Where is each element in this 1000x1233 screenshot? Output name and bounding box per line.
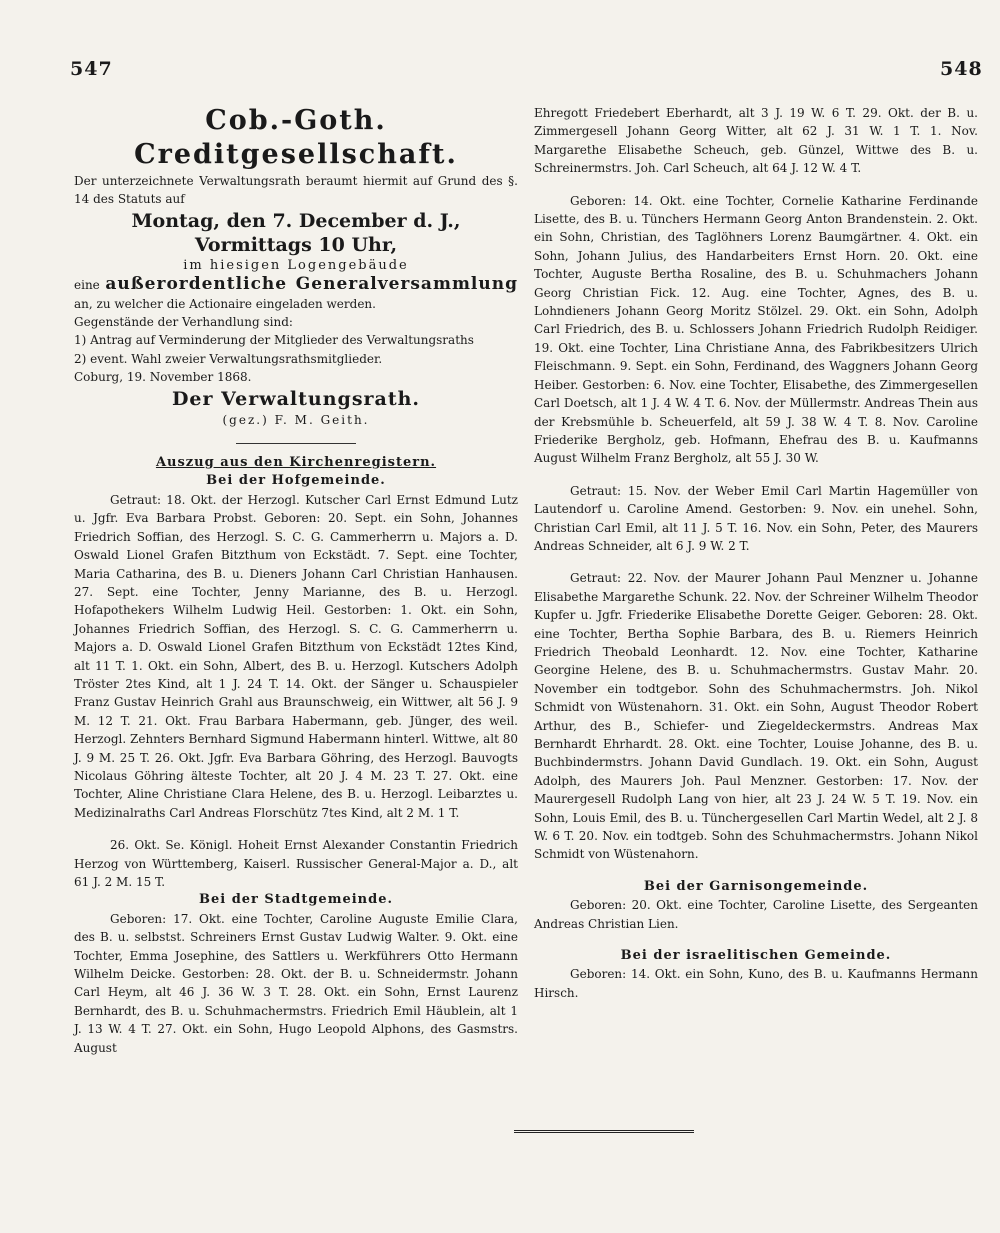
israel-title: Bei der israelitischen Gemeinde. [620,948,892,964]
ad-intro: Der unterzeichnete Verwaltungsrath beraumt hiermit auf Grund des §. 14 des Statuts auf [74,174,518,207]
spacer [534,864,978,878]
end-rule [514,1130,694,1133]
spacer [534,468,978,482]
spacer [534,933,978,947]
right-column [534,104,978,1002]
ad-signed: (gez.) F. M. Geith. [222,412,370,427]
spacer [534,555,978,569]
spacer [534,178,978,192]
advertisement [74,104,518,429]
ad-item-1: 1) Antrag auf Verminderung der Mitglieder des Verwaltungsraths [74,333,474,348]
ad-place-date: Coburg, 19. November 1868. [74,370,252,385]
left-column [74,104,518,1057]
spacer [74,822,518,836]
stadt-text-right-4: Getraut: 22. Nov. der Maurer Johann Paul Menzner u. Johanne Elisabethe Margarethe Schunk. 22. Nov. der Schreiner Wilhelm Theodor Kupfer u. Jgfr. Friederike Elisabethe Dorette Geiger. Geboren: 28. Okt. eine Tochter, Bertha Sophie Barbara, des B. u. Riemers Heinrich Friedrich Theobald Leonhardt. 12. Nov. eine Tochter, Katharine Georgine Helene, des B. u. Schuhmachermstrs. Gustav Mahr. 20. November ein todtgebor. Sohn des Schuhmachermstrs. Joh. Nikol Schmidt von Wüstenahorn. 31. Okt. ein Sohn, August Theodor Robert Arthur, des B., Schiefer- und Ziegeldeckermstrs. Andreas Max Bernhardt Ehrhardt. 28. Okt. eine Tochter, Louise Johanne, des B. u. Buchbindermstrs. Johann David Gundlach. 19. Okt. ein Sohn, August Adolph, des Maurers Joh. Paul Menzner. Gestorben: 17. Nov. der Maurergesell Rudolph Lang von hier, alt 23 J. 24 W. 5 T. 19. Nov. ein Sohn, Louis Emil, des B. u. Tünchergesellen Carl Martin Wedel, alt 2 J. 8 W. 6 T. 20. Nov. ein todtgeb. Sohn des Schuhmachermstrs. Johann Nikol Schmidt von Wüstenahorn. [534,571,978,862]
hof-text-2: 26. Okt. Se. Königl. Hoheit Ernst Alexander Constantin Friedrich Herzog von Württemberg, Kaiserl. Russischer General-Major a. D., alt 61 J. 2 M. 15 T. [74,838,518,889]
ad-meeting-pre: eine [74,278,100,293]
stadt-text-right-2: Geboren: 14. Okt. eine Tochter, Cornelie Katharine Ferdinande Lisette, des B. u. Tünchers Hermann Georg Anton Brandenstein. 2. Okt. ein Sohn, Christian, des Taglöhners Lorenz Baumgärtner. 4. Okt. ein Sohn, Johann Julius, des Handarbeiters Ernst Horn. 20. Okt. eine Tochter, Auguste Bertha Rosaline, des B. u. Schuhmachers Johann Georg Christian Fick. 12. Aug. eine Tochter, Agnes, des B. u. Lohndieners Johann Georg Moritz Stölzel. 29. Okt. ein Sohn, Adolph Carl Friedrich, des B. u. Schlossers Johann Friedrich Rudolph Reidiger. 19. Okt. eine Tochter, Lina Christiane Anna, des Fabrikbesitzers Ulrich Fleischmann. 9. Sept. ein Sohn, Ferdinand, des Waggners Johann Georg Heiber. Gestorben: 6. Nov. eine Tochter, Elisabethe, des Zimmergesellen Carl Doetsch, alt 1 J. 4 W. 4 T. 6. Nov. der Müllermstr. Andreas Thein aus der Krebsmühle b. Scheuerfeld, alt 59 J. 38 W. 4 T. 8. Nov. Caroline Friederike Bergholz, geb. Hofmann, Ehefrau des B. u. Kaufmanns August Wilhelm Franz Bergholz, alt 55 J. 30 W. [534,193,978,466]
hof-text: Getraut: 18. Okt. der Herzogl. Kutscher Carl Ernst Edmund Lutz u. Jgfr. Eva Barbara Probst. Geboren: 20. Sept. ein Sohn, Johannes Friedrich Soffian, des Herzogl. S. C. G. Cammerherrn u. Majors a. D. Oswald Lionel Grafen Bitzthum von Eckstädt. 7. Sept. eine Tochter, Maria Catharina, des B. u. Dieners Johann Carl Christian Hanhausen. 27. Sept. eine Tochter, Jenny Marianne, des B. u. Herzogl. Hofapothekers Wilhelm Ludwig Heil. Gestorben: 1. Okt. ein Sohn, Johannes Friedrich Soffian, des Herzogl. S. C. G. Cammerherrn u. Majors a. D. Oswald Lionel Grafen Bitzthum von Eckstädt 12tes Kind, alt 11 T. 1. Okt. ein Sohn, Albert, des B. u. Herzogl. Kutschers Adolph Tröster 2tes Kind, alt 1 J. 24 T. 14. Okt. der Sänger u. Schauspieler Franz Gustav Heinrich Grahl aus Braunschweig, ein Wittwer, alt 56 J. 9 M. 12 T. 21. Okt. Frau Barbara Habermann, geb. Jünger, des weil. Herzogl. Zehnters Bernhard Sigmund Habermann hinterl. Wittwe, alt 80 J. 9 M. 25 T. 26. Okt. Jgfr. Eva Barbara Göhring, des Herzogl. Bauvogts Nicolaus Göhring älteste Tochter, alt 20 J. 4 M. 23 T. 27. Okt. eine Tochter, Aline Christiane Clara Helene, des B. u. Herzogl. Leibarztes u. Medizinalraths Carl Andreas Florschütz 7tes Kind, alt 2 M. 1 T. [74,492,518,820]
stadt-text-right-3: Getraut: 15. Nov. der Weber Emil Carl Martin Hagemüller von Lautendorf u. Caroline Amend. Gestorben: 9. Nov. ein unehel. Sohn, Christian Carl Emil, alt 11 J. 5 T. 16. Nov. ein Sohn, Peter, des Maurers Andreas Schneider, alt 6 J. 9 W. 2 T. [534,483,978,553]
garnison-text: Geboren: 20. Okt. eine Tochter, Caroline Lisette, des Sergeanten Andreas Christian Lien. [534,898,978,931]
section-divider [236,443,356,444]
ad-meeting [74,275,518,313]
stadt-text-left: Geboren: 17. Okt. eine Tochter, Caroline Auguste Emilie Clara, des B. u. selbstst. Schreiners Ernst Gustav Ludwig Walter. 9. Okt. eine Tochter, Emma Josephine, des Sattlers u. Werkführers Otto Hermann Wilhelm Deicke. Gestorben: 28. Okt. der B. u. Schneidermstr. Johann Carl Heym, alt 46 J. 36 W. 3 T. 28. Okt. ein Sohn, Ernst Laurenz Bernhardt, des B. u. Schuhmachermstrs. Friedrich Emil Häublein, alt 1 J. 13 W. 4 T. 27. Okt. ein Sohn, Hugo Leopold Alphons, des Gasmstrs. August [74,911,518,1055]
ad-title: Cob.-Goth. Creditgesellschaft. [134,105,458,170]
garnison-title: Bei der Garnisongemeinde. [643,878,869,894]
ad-time-line: Vormittags 10 Uhr, [194,233,398,256]
ad-item-2: 2) event. Wahl zweier Verwaltungsrathsmitglieder. [74,351,383,366]
ad-meeting-name: außerordentliche Generalversammlung [105,274,518,295]
ad-meeting-post: an, zu welcher die Actionaire eingeladen werden. [74,296,376,311]
page-number-left: 547 [70,58,113,80]
ad-subjects-intro: Gegenstände der Verhandlung sind: [74,315,293,330]
hof-title: Bei der Hofgemeinde. [206,473,386,489]
stadt-text-right-1: Ehregott Friedebert Eberhardt, alt 3 J. 19 W. 6 T. 29. Okt. der B. u. Zimmergesell Johann Georg Witter, alt 62 J. 31 W. 1 T. 1. Nov. Margarethe Elisabethe Scheuch, geb. Günzel, Wittwe des B. u. Schreinermstrs. Joh. Carl Scheuch, alt 64 J. 12 W. 4 T. [534,106,978,176]
ad-place-line: im hiesigen Logengebäude [183,257,409,273]
israel-text: Geboren: 14. Okt. ein Sohn, Kuno, des B. u. Kaufmanns Hermann Hirsch. [534,967,978,1000]
stadt-title: Bei der Stadtgemeinde. [198,892,394,908]
ad-date-line: Montag, den 7. December d. J., [131,209,461,232]
register-title: Auszug aus den Kirchenregistern. [155,455,437,471]
ad-signature: Der Verwaltungsrath. [171,387,421,410]
page-number-right: 548 [940,58,983,80]
